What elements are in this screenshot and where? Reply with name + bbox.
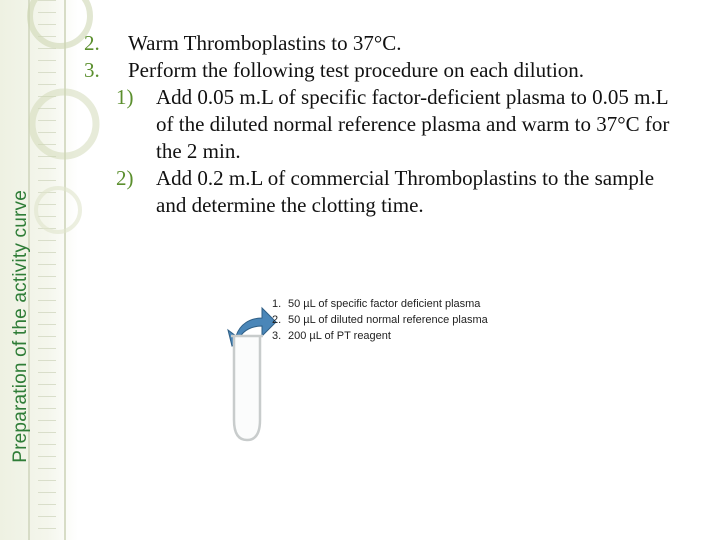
legend-text: 50 µL of diluted normal reference plasma: [288, 314, 488, 326]
reagent-legend: [272, 296, 488, 344]
test-tube-figure: [222, 290, 552, 450]
substep-text: Add 0.2 m.L of commercial Thromboplastins to the sample and determine the clotting time.: [156, 166, 655, 217]
step-text: Warm Thromboplastins to 37°C.: [128, 31, 402, 55]
legend-number: 3.: [272, 330, 282, 342]
legend-number: 1.: [272, 298, 282, 310]
step-number: 3.: [84, 58, 100, 82]
substep-item: [84, 165, 684, 219]
content-list: [84, 30, 684, 219]
sidebar-title: Preparation of the activity curve: [10, 190, 31, 463]
step-item: [84, 30, 684, 57]
step-text: Perform the following test procedure on each dilution.: [128, 58, 585, 82]
legend-text: 200 µL of PT reagent: [288, 330, 391, 342]
substep-number: 1): [116, 85, 134, 109]
test-tube: [234, 336, 260, 440]
legend-number: 2.: [272, 314, 282, 326]
substep-item: [84, 84, 684, 165]
legend-item: [272, 296, 488, 312]
substep-number: 2): [116, 166, 134, 190]
deco-ring-small: [36, 188, 80, 232]
substep-text: Add 0.05 m.L of specific factor-deficient plasma to 0.05 m.L of the diluted normal reference plasma and warm to 37°C for the 2 min.: [156, 85, 670, 163]
legend-text: 50 µL of specific factor deficient plasma: [288, 298, 481, 310]
legend-item: [272, 328, 488, 344]
step-number: 2.: [84, 31, 100, 55]
legend-item: [272, 312, 488, 328]
step-item: [84, 57, 684, 84]
deco-ring-top: [30, 0, 90, 46]
